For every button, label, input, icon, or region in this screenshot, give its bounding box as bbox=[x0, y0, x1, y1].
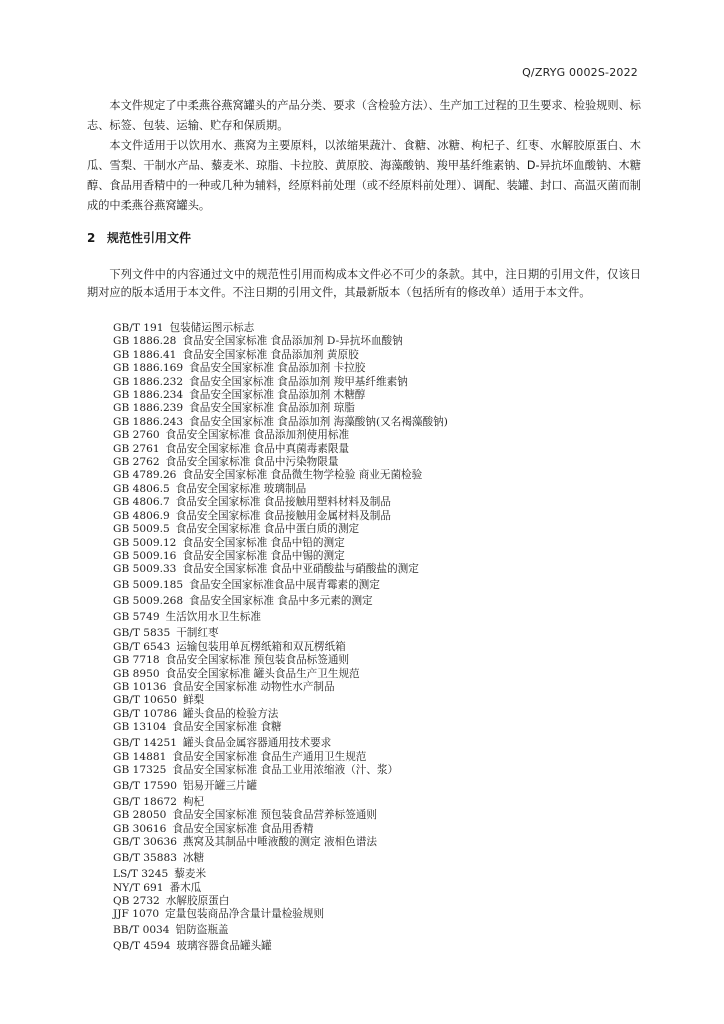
reference-item bbox=[113, 443, 643, 456]
reference-code: GB 13104 bbox=[113, 721, 167, 734]
reference-code: GB 5009.185 bbox=[113, 579, 184, 592]
reference-item bbox=[113, 895, 643, 908]
reference-code: GB 5009.5 bbox=[113, 523, 170, 536]
reference-title: 食品安全国家标准 食品生产通用卫生规范 bbox=[172, 750, 367, 763]
reference-item bbox=[113, 322, 643, 335]
reference-code: GB 17325 bbox=[113, 763, 167, 776]
reference-code: GB/T 17590 bbox=[113, 779, 177, 792]
reference-item bbox=[113, 523, 643, 536]
reference-title: 食品安全国家标准 食品添加剂 黄原胶 bbox=[182, 348, 359, 361]
reference-title: 食品安全国家标准 食品添加剂 D-异抗坏血酸钠 bbox=[182, 335, 403, 348]
reference-code: GB 7718 bbox=[113, 654, 160, 667]
reference-item bbox=[113, 483, 643, 496]
reference-title: 食品安全国家标准 食品添加剂 卡拉胶 bbox=[189, 362, 366, 375]
reference-code: GB 1886.169 bbox=[113, 362, 184, 375]
reference-code: GB 28050 bbox=[113, 809, 167, 822]
reference-code: GB 2761 bbox=[113, 442, 160, 455]
reference-item bbox=[113, 940, 643, 953]
reference-code: GB 1886.243 bbox=[113, 415, 184, 428]
reference-item bbox=[113, 402, 643, 415]
reference-title: 食品安全国家标准 预包装食品营养标签通则 bbox=[172, 809, 377, 822]
reference-code: GB 8950 bbox=[113, 667, 160, 680]
reference-code: GB/T 10786 bbox=[113, 707, 177, 720]
reference-code: BB/T 0034 bbox=[113, 924, 170, 937]
reference-title: 食品安全国家标准 食品微生物学检验 商业无菌检验 bbox=[182, 469, 423, 482]
reference-title: 罐头食品金属容器通用技术要求 bbox=[182, 737, 332, 750]
reference-item bbox=[113, 510, 643, 523]
reference-code: GB 5749 bbox=[113, 611, 160, 624]
reference-title: 食品安全国家标准 玻璃制品 bbox=[175, 482, 307, 495]
reference-title: 枸杞 bbox=[182, 795, 205, 808]
reference-title: 食品安全国家标准 食品接触用塑料材料及制品 bbox=[175, 496, 391, 509]
reference-code: GB 5009.16 bbox=[113, 549, 177, 562]
reference-code: GB/T 35883 bbox=[113, 852, 177, 865]
reference-title: 食品安全国家标准 食品添加剂 羧甲基纤维素钠 bbox=[189, 375, 408, 388]
reference-code: GB 2762 bbox=[113, 456, 160, 469]
reference-code: GB 5009.268 bbox=[113, 595, 184, 608]
reference-code: LS/T 3245 bbox=[113, 868, 169, 881]
reference-title: 水解胶原蛋白 bbox=[165, 895, 230, 907]
reference-title: 食品安全国家标准 食品工业用浓缩液（汁、浆） bbox=[172, 763, 399, 776]
reference-title: 铝防盗瓶盖 bbox=[175, 924, 229, 937]
reference-item bbox=[113, 496, 643, 509]
reference-title: 食品安全国家标准 食品用香精 bbox=[172, 822, 314, 835]
references-intro-text: 下列文件中的内容通过文中的规范性引用而构成本文件必不可少的条款。其中，注日期的引用文件，仅该日期对应的版本适用于本文件。不注日期的引用文件，其最新版本（包括所有的修改单）适用于本文件。 bbox=[87, 268, 641, 299]
reference-code: GB 1886.41 bbox=[113, 348, 177, 361]
reference-item bbox=[113, 924, 643, 937]
reference-item bbox=[113, 681, 643, 694]
reference-item bbox=[113, 376, 643, 389]
reference-item bbox=[113, 654, 643, 667]
reference-code: GB 4806.5 bbox=[113, 482, 170, 495]
references-intro bbox=[87, 266, 641, 302]
reference-title: 食品安全国家标准 食品接触用金属材料及制品 bbox=[175, 509, 391, 522]
reference-title: 罐头食品的检验方法 bbox=[182, 707, 279, 720]
reference-code: GB 1886.28 bbox=[113, 335, 177, 348]
reference-item bbox=[113, 537, 643, 550]
reference-code: JJF 1070 bbox=[113, 908, 160, 921]
reference-item bbox=[113, 563, 643, 576]
reference-title: 藜麦米 bbox=[174, 868, 207, 881]
reference-item bbox=[113, 389, 643, 402]
reference-code: GB 4789.26 bbox=[113, 469, 177, 482]
reference-title: 鲜梨 bbox=[182, 694, 205, 707]
reference-item bbox=[113, 852, 643, 865]
section-number: 2 bbox=[87, 231, 96, 245]
reference-title: 食品安全国家标准 食品中污染物限量 bbox=[165, 456, 339, 469]
reference-code: GB 14881 bbox=[113, 750, 167, 763]
reference-item bbox=[113, 641, 643, 654]
reference-title: 食品安全国家标准 食品添加剂 琼脂 bbox=[189, 402, 355, 415]
reference-item bbox=[113, 627, 643, 640]
reference-list bbox=[113, 322, 643, 954]
reference-item bbox=[113, 809, 643, 822]
reference-title: 运输包装用单瓦楞纸箱和双瓦楞纸箱 bbox=[176, 640, 346, 653]
scope-paragraph-1: 本文件规定了中柔燕谷燕窝罐头的产品分类、要求（含检验方法）、生产加工过程的卫生要求、检验规则、标志、标签、包装、运输、贮存和保质期。 bbox=[87, 99, 641, 132]
reference-title: 食品安全国家标准 食品中真菌毒素限量 bbox=[165, 442, 350, 455]
reference-code: GB/T 14251 bbox=[113, 737, 177, 750]
reference-code: GB/T 30636 bbox=[113, 836, 177, 849]
reference-code: GB/T 191 bbox=[113, 322, 164, 334]
reference-code: GB/T 18672 bbox=[113, 795, 177, 808]
scope-paragraph-2: 本文件适用于以饮用水、燕窝为主要原料，以浓缩果蔬汁、食糖、冰糖、枸杞子、红枣、水解胶原蛋白、木瓜、雪梨、干制水产品、藜麦米、琼脂、卡拉胶、黄原胶、海藻酸钠、羧甲基纤维素钠、D-异抗坏血酸钠、木糖醇、食品用香精中的一种或几种为辅料，经原料前处理（或不经原料前处理）、调配、装罐、封口、高温灭菌而制成的中柔燕谷燕窝罐头。 bbox=[87, 139, 641, 212]
reference-title: 食品安全国家标准食品中展青霉素的测定 bbox=[189, 579, 380, 592]
reference-item bbox=[113, 579, 643, 592]
reference-item bbox=[113, 456, 643, 469]
reference-title: 干制红枣 bbox=[176, 627, 219, 640]
reference-title: 定量包装商品净含量计量检验规则 bbox=[165, 908, 325, 921]
reference-title: 铝易开罐三片罐 bbox=[182, 779, 258, 792]
reference-title: 食品安全国家标准 罐头食品生产卫生规范 bbox=[165, 667, 360, 680]
reference-code: GB 4806.7 bbox=[113, 496, 170, 509]
reference-title: 玻璃容器食品罐头罐 bbox=[176, 940, 272, 953]
reference-title: 食品安全国家标准 食品中锡的测定 bbox=[182, 549, 345, 562]
reference-code: GB 4806.9 bbox=[113, 509, 170, 522]
reference-item bbox=[113, 550, 643, 563]
reference-title: 食品安全国家标准 预包装食品标签通则 bbox=[165, 654, 350, 667]
reference-code: GB/T 5835 bbox=[113, 627, 171, 640]
section-title: 规范性引用文件 bbox=[107, 231, 192, 245]
reference-title: 食品安全国家标准 食品添加剂 木糖醇 bbox=[189, 389, 366, 402]
reference-title: 食品安全国家标准 食品添加剂使用标准 bbox=[165, 429, 350, 442]
reference-item bbox=[113, 751, 643, 764]
reference-title: 食品安全国家标准 食品中亚硝酸盐与硝酸盐的测定 bbox=[182, 563, 419, 576]
reference-code: GB 30616 bbox=[113, 822, 167, 835]
reference-code: GB 10136 bbox=[113, 680, 167, 693]
reference-code: GB 2760 bbox=[113, 429, 160, 442]
reference-code: GB 5009.12 bbox=[113, 536, 177, 549]
reference-code: QB 2732 bbox=[113, 895, 160, 907]
reference-item bbox=[113, 721, 643, 734]
scope-section bbox=[87, 96, 641, 216]
reference-code: GB 1886.234 bbox=[113, 389, 184, 402]
reference-item bbox=[113, 708, 643, 721]
reference-item bbox=[113, 469, 643, 482]
reference-title: 食品安全国家标准 动物性水产制品 bbox=[172, 680, 335, 693]
reference-title: 包装储运图示标志 bbox=[169, 322, 255, 334]
reference-code: GB/T 10650 bbox=[113, 694, 177, 707]
reference-item bbox=[113, 737, 643, 750]
reference-code: GB 1886.232 bbox=[113, 375, 184, 388]
reference-item bbox=[113, 823, 643, 836]
reference-item bbox=[113, 611, 643, 624]
document-code: Q/ZRYG 0002S-2022 bbox=[522, 66, 638, 79]
reference-item bbox=[113, 349, 643, 362]
reference-title: 番木瓜 bbox=[169, 881, 202, 894]
reference-title: 食品安全国家标准 食糖 bbox=[172, 721, 282, 734]
reference-code: QB/T 4594 bbox=[113, 940, 171, 953]
reference-code: NY/T 691 bbox=[113, 881, 164, 894]
reference-item bbox=[113, 595, 643, 608]
reference-item bbox=[113, 764, 643, 777]
reference-item bbox=[113, 780, 643, 793]
reference-item bbox=[113, 882, 643, 895]
reference-item bbox=[113, 362, 643, 375]
reference-title: 冰糖 bbox=[182, 852, 205, 865]
reference-code: GB/T 6543 bbox=[113, 640, 171, 653]
reference-item bbox=[113, 868, 643, 881]
reference-item bbox=[113, 668, 643, 681]
reference-item bbox=[113, 335, 643, 348]
reference-title: 食品安全国家标准 食品中多元素的测定 bbox=[189, 595, 373, 608]
reference-item bbox=[113, 429, 643, 442]
reference-title: 燕窝及其制品中唾液酸的测定 液相色谱法 bbox=[182, 836, 378, 849]
section-heading bbox=[87, 229, 191, 246]
reference-item bbox=[113, 694, 643, 707]
reference-title: 生活饮用水卫生标准 bbox=[165, 611, 261, 624]
reference-item bbox=[113, 908, 643, 921]
reference-item bbox=[113, 416, 643, 429]
reference-title: 食品安全国家标准 食品添加剂 海藻酸钠(又名褐藻酸钠) bbox=[189, 415, 448, 428]
reference-title: 食品安全国家标准 食品中铅的测定 bbox=[182, 536, 345, 549]
reference-code: GB 5009.33 bbox=[113, 563, 177, 576]
reference-item bbox=[113, 796, 643, 809]
reference-code: GB 1886.239 bbox=[113, 402, 184, 415]
reference-title: 食品安全国家标准 食品中蛋白质的测定 bbox=[175, 523, 360, 536]
reference-item bbox=[113, 836, 643, 849]
